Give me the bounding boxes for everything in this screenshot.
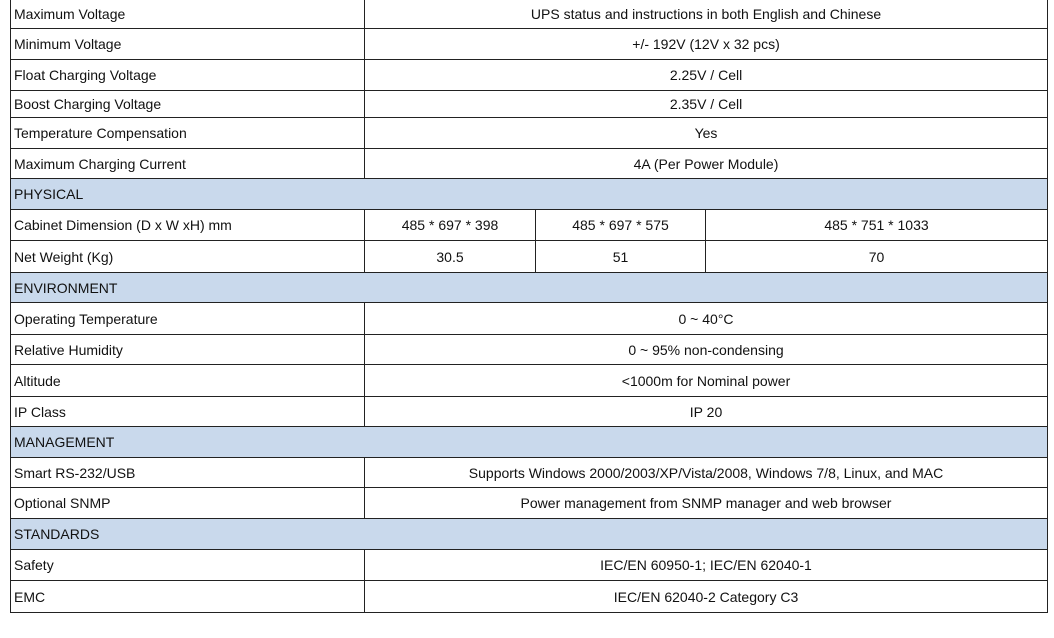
spec-label: Optional SNMP bbox=[11, 488, 365, 519]
spec-value: 485 * 697 * 398 bbox=[365, 210, 536, 241]
spec-value: Power management from SNMP manager and web browser bbox=[365, 488, 1048, 519]
spec-value: 485 * 697 * 575 bbox=[536, 210, 706, 241]
spec-label: Minimum Voltage bbox=[11, 29, 365, 60]
spec-label: EMC bbox=[11, 581, 365, 613]
table-row bbox=[11, 488, 1048, 519]
spec-value: IP 20 bbox=[365, 397, 1048, 427]
table-row bbox=[11, 241, 1048, 273]
spec-label: Operating Temperature bbox=[11, 303, 365, 335]
spec-value: 51 bbox=[536, 241, 706, 273]
spec-value: 0 ~ 40°C bbox=[365, 303, 1048, 335]
table-row bbox=[11, 581, 1048, 613]
spec-label: Maximum Charging Current bbox=[11, 149, 365, 179]
section-title: MANAGEMENT bbox=[11, 427, 1048, 458]
table-row bbox=[11, 29, 1048, 60]
spec-label: Temperature Compensation bbox=[11, 118, 365, 149]
section-header-row bbox=[11, 273, 1048, 303]
spec-label: IP Class bbox=[11, 397, 365, 427]
spec-value: IEC/EN 62040-2 Category C3 bbox=[365, 581, 1048, 613]
section-title: PHYSICAL bbox=[11, 179, 1048, 210]
spec-value: 485 * 751 * 1033 bbox=[706, 210, 1048, 241]
section-header-row bbox=[11, 179, 1048, 210]
spec-table-body bbox=[11, 0, 1048, 613]
table-row bbox=[11, 210, 1048, 241]
spec-label: Altitude bbox=[11, 365, 365, 397]
table-row bbox=[11, 303, 1048, 335]
table-row bbox=[11, 458, 1048, 488]
spec-label: Net Weight (Kg) bbox=[11, 241, 365, 273]
spec-value: 2.25V / Cell bbox=[365, 60, 1048, 91]
section-header-row bbox=[11, 427, 1048, 458]
spec-value: Supports Windows 2000/2003/XP/Vista/2008, Windows 7/8, Linux, and MAC bbox=[365, 458, 1048, 488]
spec-value: IEC/EN 60950-1; IEC/EN 62040-1 bbox=[365, 550, 1048, 581]
table-row bbox=[11, 335, 1048, 365]
table-row bbox=[11, 0, 1048, 29]
spec-label: Cabinet Dimension (D x W xH) mm bbox=[11, 210, 365, 241]
spec-value: 2.35V / Cell bbox=[365, 91, 1048, 118]
spec-value: <1000m for Nominal power bbox=[365, 365, 1048, 397]
spec-label: Relative Humidity bbox=[11, 335, 365, 365]
section-title: STANDARDS bbox=[11, 519, 1048, 550]
spec-value: UPS status and instructions in both English and Chinese bbox=[365, 0, 1048, 29]
spec-label: Float Charging Voltage bbox=[11, 60, 365, 91]
table-row bbox=[11, 550, 1048, 581]
spec-label: Smart RS-232/USB bbox=[11, 458, 365, 488]
spec-value: 30.5 bbox=[365, 241, 536, 273]
section-header-row bbox=[11, 519, 1048, 550]
table-row bbox=[11, 91, 1048, 118]
spec-value: 70 bbox=[706, 241, 1048, 273]
spec-value: +/- 192V (12V x 32 pcs) bbox=[365, 29, 1048, 60]
table-row bbox=[11, 365, 1048, 397]
spec-label: Boost Charging Voltage bbox=[11, 91, 365, 118]
table-row bbox=[11, 118, 1048, 149]
section-title: ENVIRONMENT bbox=[11, 273, 1048, 303]
spec-label: Maximum Voltage bbox=[11, 0, 365, 29]
spec-value: 4A (Per Power Module) bbox=[365, 149, 1048, 179]
spec-value: 0 ~ 95% non-condensing bbox=[365, 335, 1048, 365]
spec-value: Yes bbox=[365, 118, 1048, 149]
table-row bbox=[11, 60, 1048, 91]
table-row bbox=[11, 397, 1048, 427]
spec-table bbox=[10, 0, 1048, 613]
table-row bbox=[11, 149, 1048, 179]
spec-label: Safety bbox=[11, 550, 365, 581]
